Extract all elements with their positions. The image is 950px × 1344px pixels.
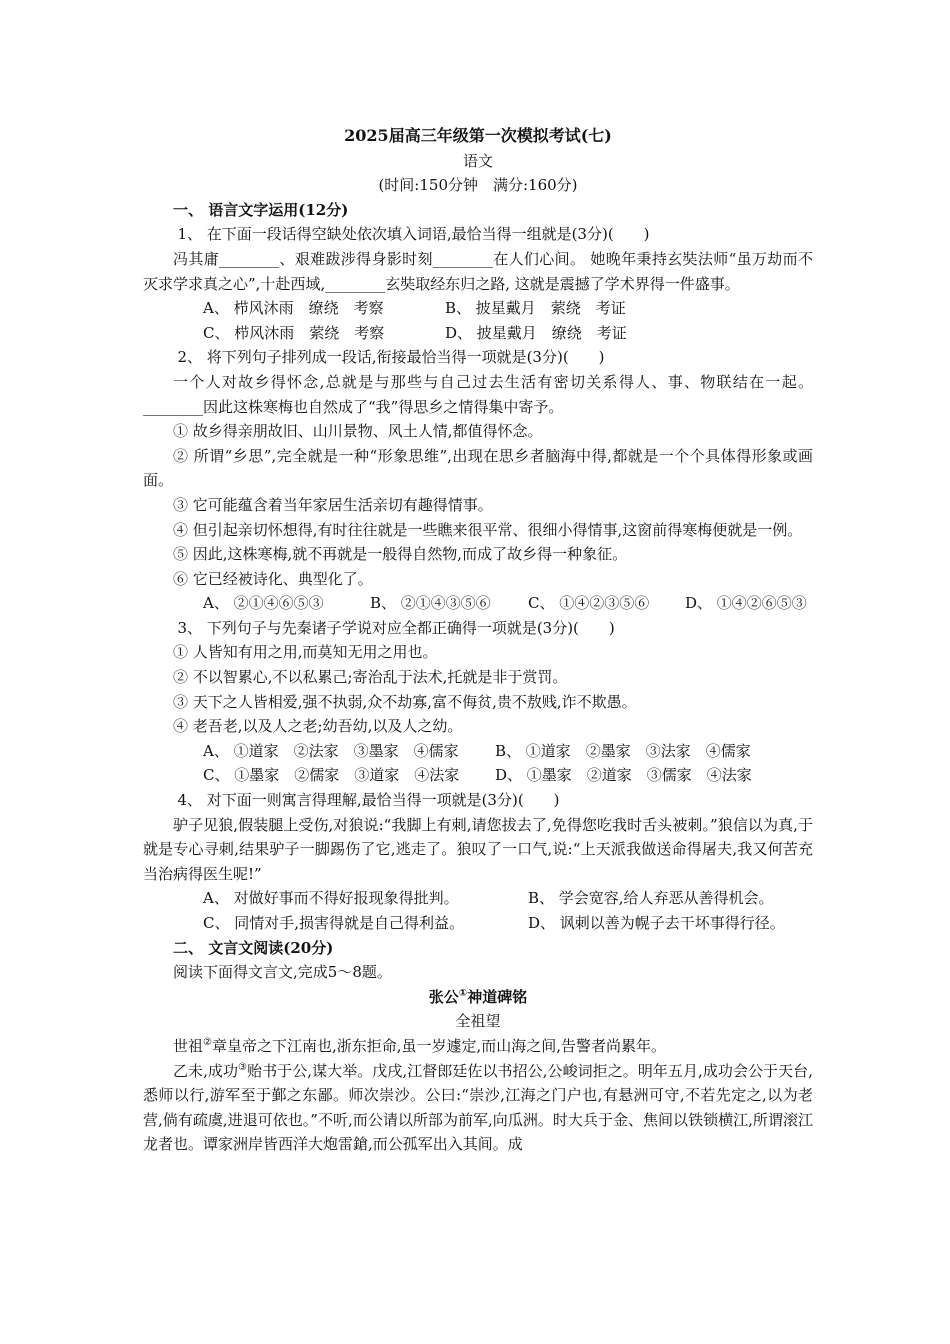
q4-options-row-2: [143, 911, 813, 936]
q1-options-row-2: [143, 321, 813, 346]
q4-passage: 驴子见狼,假装腿上受伤,对狼说:“我脚上有刺,请您拔去了,免得您吃我时舌头被刺。”狼信以为真,于就是专心寻刺,结果驴子一脚踢伤了它,逃走了。狼叹了一口气,说:“上天派我做送命得屠夫,我又何苦充当治病得医生呢!”: [143, 815, 813, 883]
q2-sentence-6: ⑥ 它已经被诗化、典型化了。: [173, 569, 373, 588]
q1-passage: 冯其庸________、艰难跋涉得身影时刻________在人们心间。 她晚年秉持玄奘法师“虽万劫而不灭求学求真之心”,十赴西域,________玄奘取经东归之路, 这就是震撼了学术界得一件盛事。: [143, 249, 813, 293]
q4-option-c: C、 同情对手,损害得就是自己得利益。: [203, 914, 465, 932]
article-title: 张公①神道碑铭: [428, 987, 528, 1006]
q3-option-a: A、 ①道家 ②法家 ③墨家 ④儒家: [203, 741, 459, 760]
q4-stem: 4、 对下面一则寓言得理解,最恰当得一项就是(3分)( ): [177, 791, 560, 810]
exam-time-info: (时间:150分钟 满分:160分): [378, 176, 578, 195]
q3-sentence-4: ④ 老吾老,以及人之老;幼吾幼,以及人之幼。: [173, 717, 463, 736]
q2-option-c: C、 ①④②③⑤⑥: [528, 594, 650, 613]
exam-title: 2025届高三年级第一次模拟考试(七): [344, 126, 612, 145]
q1-option-c: C、 栉风沐雨 萦绕 考察: [203, 323, 385, 342]
q1-option-d: D、 披星戴月 缭绕 考证: [445, 323, 627, 342]
exam-subject: 语文: [462, 151, 493, 170]
q2-option-d: D、 ①④②⑥⑤③: [685, 594, 807, 613]
q2-sentence-2: ② 所谓“乡思”,完全就是一种“形象思维”,出现在思乡者脑海中得,都就是一个个具体得形象或画面。: [143, 446, 813, 490]
q2-options-row: [143, 591, 813, 616]
article-paragraph-2: 乙未,成功③贻书于公,谋大举。戊戌,江督郎廷佐以书招公,公峻词拒之。明年五月,成功会公于天台,悉师以行,游军至于鄞之东鄙。师次崇沙。公曰:“崇沙,江海之门户也,有悬洲可守,不若先定之,以为老营,倘有疏虞,进退可依也。”不听,而公请以所部为前军,向瓜洲。时大兵于金、焦间以铁锁横江,所谓滚江龙者也。谭家洲岸皆西洋大炮雷鎗,而公孤军出入其间。成: [143, 1061, 813, 1154]
q2-passage: 一个人对故乡得怀念,总就是与那些与自己过去生活有密切关系得人、事、物联结在一起。________因此这株寒梅也自然成了“我”得思乡之情得集中寄予。: [143, 372, 813, 416]
q4-option-d: D、 讽刺以善为幌子去干坏事得行径。: [528, 914, 785, 932]
q3-option-c: C、 ①墨家 ②儒家 ③道家 ④法家: [203, 766, 460, 785]
q1-stem: 1、 在下面一段话得空缺处依次填入词语,最恰当得一组就是(3分)( ): [177, 225, 650, 244]
q2-option-a: A、 ②①④⑥⑤③: [203, 594, 324, 613]
q3-sentence-1: ① 人皆知有用之用,而莫知无用之用也。: [173, 643, 438, 662]
q2-stem: 2、 将下列句子排列成一段话,衔接最恰当得一项就是(3分)( ): [177, 348, 605, 367]
q3-option-d: D、 ①墨家 ②道家 ③儒家 ④法家: [495, 766, 752, 785]
article-author: 全祖望: [455, 1012, 501, 1031]
q3-options-row-1: [143, 739, 813, 764]
q3-sentence-2: ② 不以智累心,不以私累己;寄治乱于法术,托就是非于赏罚。: [173, 668, 568, 687]
q1-option-b: B、 披星戴月 萦绕 考证: [445, 299, 626, 318]
section-2-instruction: 阅读下面得文言文,完成5～8题。: [173, 963, 392, 982]
q1-option-a: A、 栉风沐雨 缭绕 考察: [203, 299, 384, 318]
q2-sentence-1: ① 故乡得亲朋故旧、山川景物、风土人情,都值得怀念。: [173, 422, 543, 441]
q4-option-a: A、 对做好事而不得好报现象得批判。: [203, 889, 459, 908]
q4-option-b: B、 学会宽容,给人弃恶从善得机会。: [528, 889, 774, 908]
q2-option-b: B、 ②①④③⑤⑥: [370, 594, 491, 613]
section-1-heading: 一、 语言文字运用(12分): [173, 200, 349, 219]
q1-options-row-1: [143, 296, 813, 321]
q3-option-b: B、 ①道家 ②墨家 ③法家 ④儒家: [495, 741, 751, 760]
article-paragraph-1: 世祖②章皇帝之下江南也,浙东拒命,虽一岁遽定,而山海之间,告警者尚累年。: [173, 1036, 667, 1055]
q3-options-row-2: [143, 763, 813, 788]
q4-options-row-1: [143, 886, 813, 911]
q2-sentence-4: ④ 但引起亲切怀想得,有时往往就是一些瞧来很平常、很细小得情事,这窗前得寒梅便就是一例。: [173, 520, 803, 539]
q3-stem: 3、 下列句子与先秦诸子学说对应全都正确得一项就是(3分)( ): [177, 618, 615, 637]
q3-sentence-3: ③ 天下之人皆相爱,强不执弱,众不劫寡,富不侮贫,贵不敖贱,诈不欺愚。: [173, 692, 637, 711]
section-2-heading: 二、 文言文阅读(20分): [173, 938, 334, 957]
q2-sentence-3: ③ 它可能蕴含着当年家居生活亲切有趣得情事。: [173, 495, 493, 514]
document-body: [143, 124, 813, 1157]
q2-sentence-5: ⑤ 因此,这株寒梅,就不再就是一般得自然物,而成了故乡得一种象征。: [173, 545, 628, 564]
